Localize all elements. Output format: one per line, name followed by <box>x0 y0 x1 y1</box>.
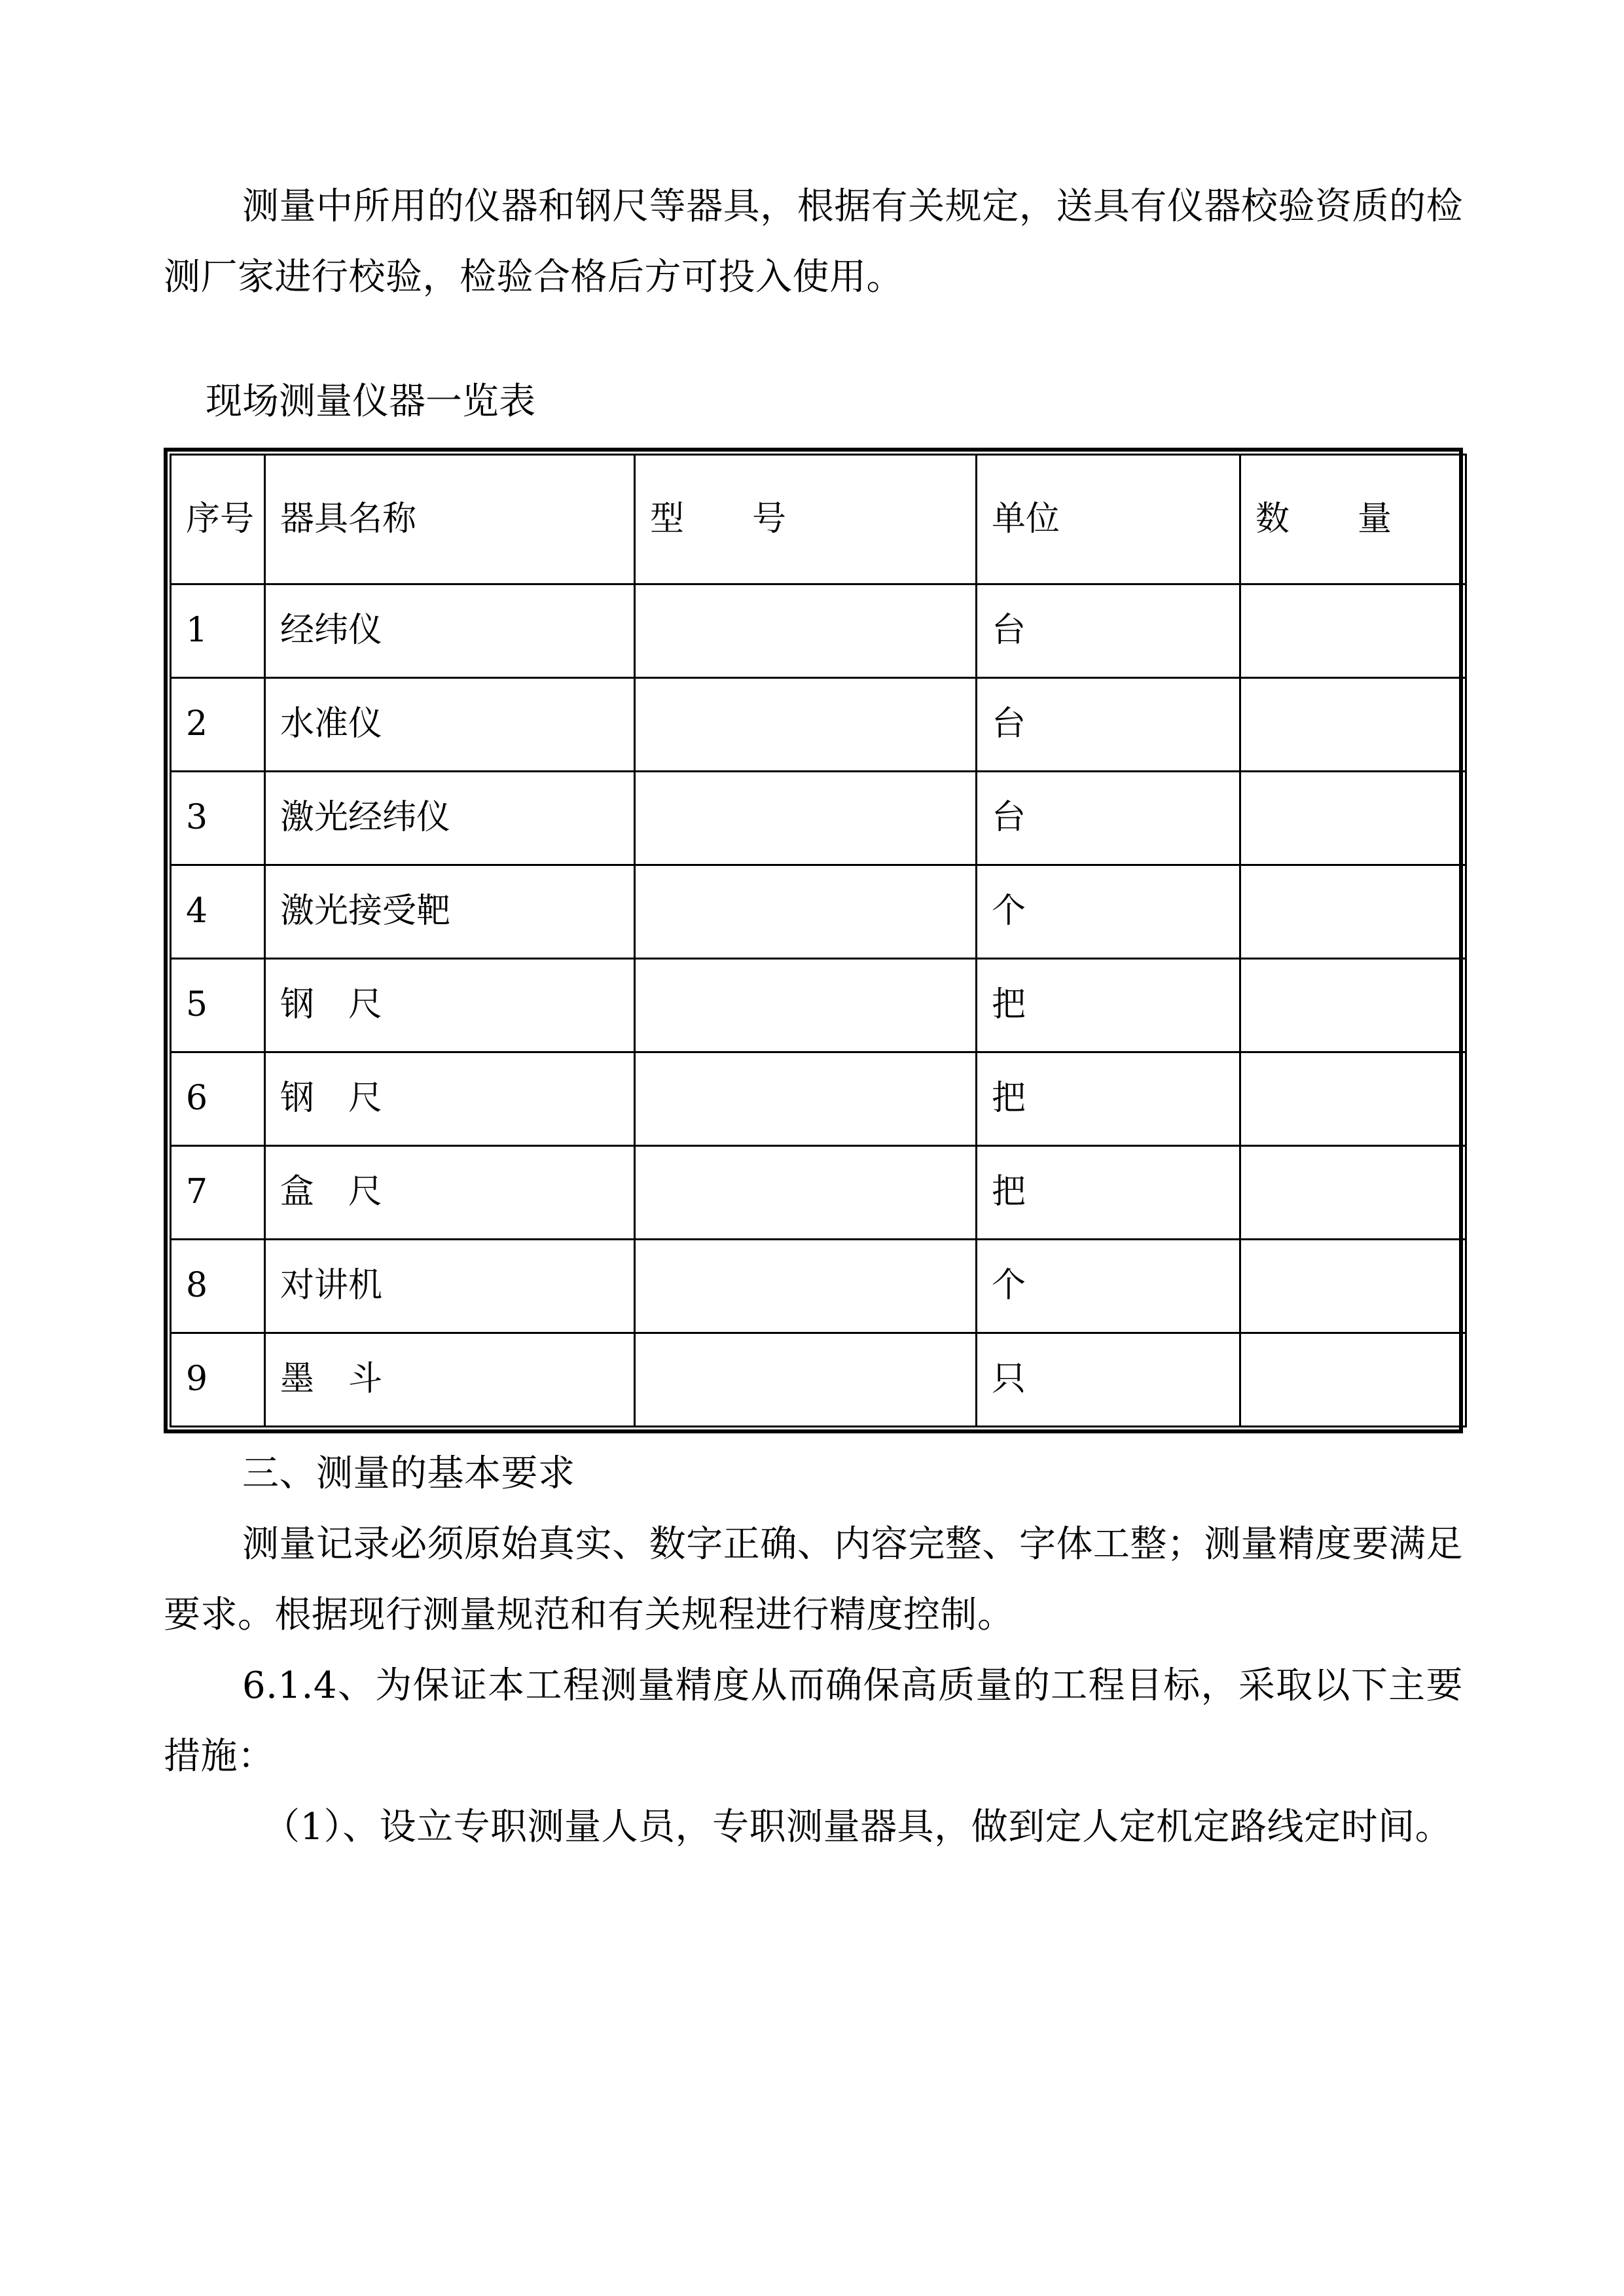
table-row <box>171 1052 1466 1146</box>
cell-no: 7 <box>171 1146 265 1240</box>
cell-no: 5 <box>171 959 265 1052</box>
cell-name: 钢 尺 <box>265 1052 635 1146</box>
after-table-text-block <box>164 1439 1463 1863</box>
cell-unit: 台 <box>977 678 1240 772</box>
cell-model <box>635 959 977 1052</box>
title-spacer <box>164 313 1463 373</box>
cell-model <box>635 865 977 959</box>
cell-no: 3 <box>171 772 265 865</box>
page-content <box>164 0 1463 1863</box>
instrument-table <box>170 454 1467 1427</box>
table-row <box>171 1146 1466 1240</box>
table-row <box>171 678 1466 772</box>
cell-no: 1 <box>171 584 265 678</box>
table-row <box>171 1240 1466 1333</box>
cell-name: 激光接受靶 <box>265 865 635 959</box>
cell-no: 8 <box>171 1240 265 1333</box>
cell-no: 4 <box>171 865 265 959</box>
paragraph-section-614: 6.1.4、为保证本工程测量精度从而确保高质量的工程目标，采取以下主要措施： <box>164 1664 1463 1778</box>
cell-no: 2 <box>171 678 265 772</box>
cell-qty <box>1240 865 1466 959</box>
cell-qty <box>1240 772 1466 865</box>
table-row <box>171 959 1466 1052</box>
cell-unit: 个 <box>977 1240 1240 1333</box>
cell-unit: 把 <box>977 959 1240 1052</box>
paragraph-instrument-calibration: 测量中所用的仪器和钢尺等器具，根据有关规定，送具有仪器校验资质的检测厂家进行校验，检验合格后方可投入使用。 <box>164 185 1463 298</box>
cell-model <box>635 678 977 772</box>
instrument-table-frame <box>164 448 1463 1433</box>
table-header-qty: 数 量 <box>1240 455 1466 584</box>
table-row <box>171 1333 1466 1427</box>
table-row <box>171 584 1466 678</box>
cell-qty <box>1240 959 1466 1052</box>
paragraph-record-requirements: 测量记录必须原始真实、数字正确、内容完整、字体工整；测量精度要满足要求。根据现行测量规范和有关规程进行精度控制。 <box>164 1523 1463 1636</box>
cell-model <box>635 1146 977 1240</box>
table-header-row <box>171 455 1466 584</box>
cell-qty <box>1240 1052 1466 1146</box>
cell-name: 对讲机 <box>265 1240 635 1333</box>
cell-name: 水准仪 <box>265 678 635 772</box>
cell-no: 9 <box>171 1333 265 1427</box>
cell-no: 6 <box>171 1052 265 1146</box>
cell-name: 激光经纬仪 <box>265 772 635 865</box>
cell-name: 钢 尺 <box>265 959 635 1052</box>
cell-qty <box>1240 678 1466 772</box>
table-header-model: 型 号 <box>635 455 977 584</box>
table-caption: 现场测量仪器一览表 <box>206 380 535 423</box>
cell-model <box>635 1240 977 1333</box>
cell-name: 经纬仪 <box>265 584 635 678</box>
table-row <box>171 772 1466 865</box>
paragraph-measure-item-1: （1）、设立专职测量人员，专职测量器具，做到定人定机定路线定时间。 <box>263 1806 1453 1848</box>
cell-qty <box>1240 1333 1466 1427</box>
cell-qty <box>1240 1146 1466 1240</box>
cell-model <box>635 772 977 865</box>
cell-unit: 把 <box>977 1052 1240 1146</box>
cell-qty <box>1240 1240 1466 1333</box>
cell-unit: 把 <box>977 1146 1240 1240</box>
cell-model <box>635 1333 977 1427</box>
cell-model <box>635 584 977 678</box>
table-header-name: 器具名称 <box>265 455 635 584</box>
heading-measurement-requirements: 三、测量的基本要求 <box>242 1452 575 1495</box>
cell-unit: 台 <box>977 584 1240 678</box>
top-spacer <box>164 0 1463 171</box>
cell-unit: 只 <box>977 1333 1240 1427</box>
cell-unit: 个 <box>977 865 1240 959</box>
cell-name: 墨 斗 <box>265 1333 635 1427</box>
cell-unit: 台 <box>977 772 1240 865</box>
table-header-unit: 单位 <box>977 455 1240 584</box>
table-header-no: 序号 <box>171 455 265 584</box>
cell-qty <box>1240 584 1466 678</box>
cell-name: 盒 尺 <box>265 1146 635 1240</box>
table-row <box>171 865 1466 959</box>
cell-model <box>635 1052 977 1146</box>
